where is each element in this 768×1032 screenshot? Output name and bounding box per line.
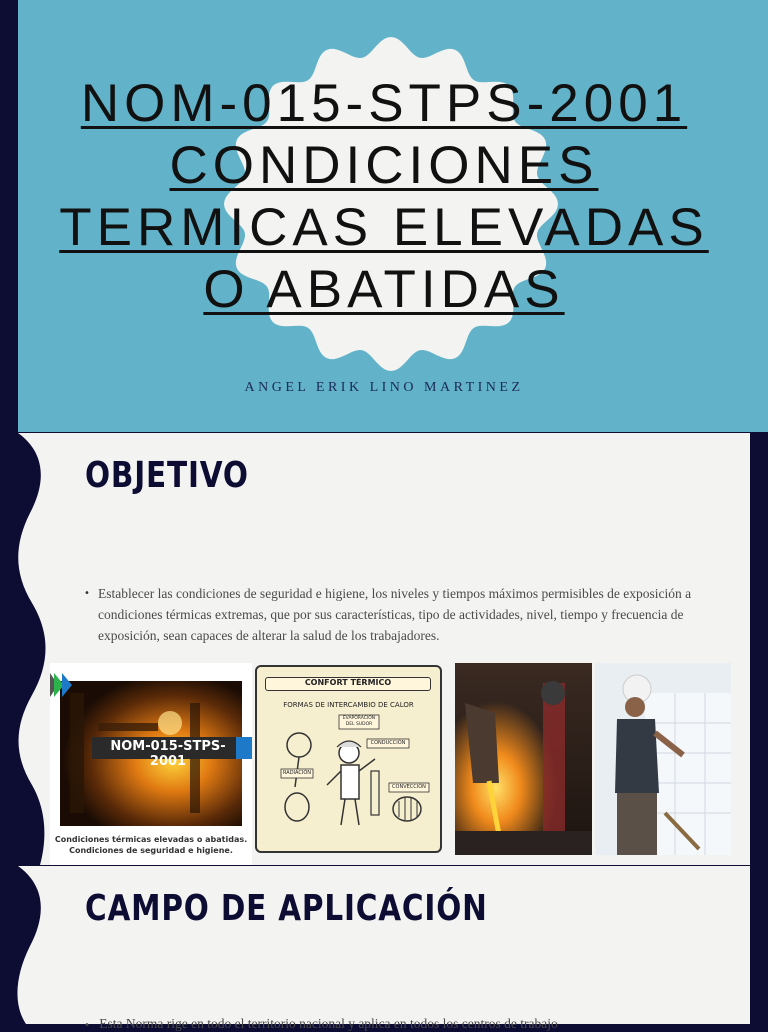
objetivo-bullet	[84, 583, 720, 646]
nom-label: NOM-015-STPS-2001	[110, 739, 226, 769]
bullet-dot: •	[84, 1020, 90, 1031]
campo-aplicacion-heading: CAMPO DE APLICACIÓN	[85, 888, 488, 929]
ice-worker-photo	[595, 663, 731, 855]
author-name: ANGEL ERIK LINO MARTINEZ	[244, 380, 524, 395]
molten-metal-photo	[455, 663, 592, 855]
title-slide	[0, 0, 768, 432]
objetivo-heading: OBJETIVO	[85, 455, 249, 496]
confort-subtitle: FORMAS DE INTERCAMBIO DE CALOR	[283, 701, 414, 709]
label-radiacion: RADIACIÓN	[283, 770, 311, 776]
label-conduccion: CONDUCCIÓN	[370, 740, 406, 746]
foundry-nom-image	[50, 663, 252, 865]
campo-aplicacion-slide	[0, 866, 768, 1031]
campo-aplicacion-bullet-text: Esta Norma rige en todo el territorio nacional y aplica en todos los centros de trabajo	[99, 1016, 558, 1031]
title-line-3: TERMICAS ELEVADAS	[59, 198, 709, 257]
label-conveccion: CONVECCIÓN	[392, 784, 426, 790]
confort-termico-diagram	[255, 665, 442, 853]
title-line-1: NOM-015-STPS-2001	[80, 74, 688, 133]
bullet-dot: •	[84, 588, 90, 599]
slide-title	[0, 74, 768, 322]
caption-line-2: Condiciones de seguridad e higiene.	[69, 846, 233, 855]
campo-aplicacion-bullet	[84, 1016, 724, 1032]
label-evaporacion: EVAPORACIÓN DEL SUDOR	[342, 716, 376, 727]
title-line-2: CONDICIONES	[169, 136, 599, 195]
caption-line-1: Condiciones térmicas elevadas o abatidas.	[54, 835, 248, 844]
title-line-4: O ABATIDAS	[203, 260, 565, 319]
confort-title: CONFORT TÉRMICO	[304, 678, 392, 687]
objetivo-slide	[0, 433, 768, 865]
objetivo-bullet-text: Establecer las condiciones de seguridad e higiene, los niveles y tiempos máximos permisibles de exposición a condiciones térmicas extremas, que por sus características, tipo de actividades, nivel, tiempo y frecuencia de exposición, sean capaces de alterar la salud de los trabajadores.	[98, 586, 692, 643]
